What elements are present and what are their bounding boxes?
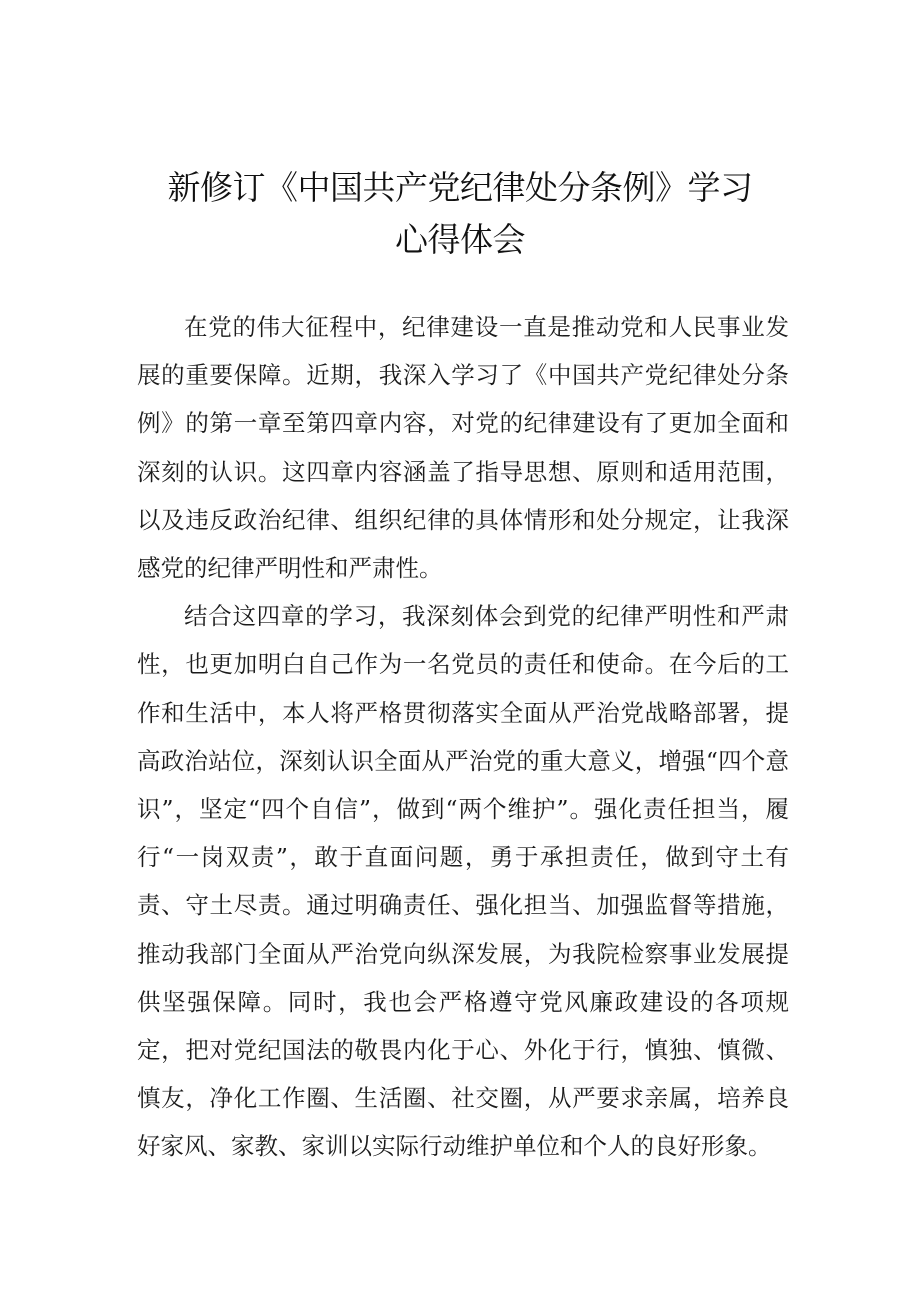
- title-line-2: 心得体会: [395, 220, 525, 259]
- document-body: [137, 303, 789, 1171]
- paragraph-2: 结合这四章的学习，我深刻体会到党的纪律严明性和严肃性，也更加明白自己作为一名党员的责任和使命。在今后的工作和生活中，本人将严格贯彻落实全面从严治党战略部署，提高政治站位，深刻认识全面从严治党的重大意义，增强“四个意识”，坚定“四个自信”，做到“两个维护”。强化责任担当，履行“一岗双责”，敢于直面问题，勇于承担责任，做到守土有责、守土尽责。通过明确责任、强化担当、加强监督等措施，推动我部门全面从严治党向纵深发展，为我院检察事业发展提供坚强保障。同时，我也会严格遵守党风廉政建设的各项规定，把对党纪国法的敬畏内化于心、外化于行，慎独、慎微、慎友，净化工作圈、生活圈、社交圈，从严要求亲属，培养良好家风、家教、家训以实际行动维护单位和个人的良好形象。: [137, 602, 789, 1161]
- paragraph-1: 在党的伟大征程中，纪律建设一直是推动党和人民事业发展的重要保障。近期，我深入学习了《中国共产党纪律处分条例》的第一章至第四章内容，对党的纪律建设有了更加全面和深刻的认识。这四章内容涵盖了指导思想、原则和适用范围，以及违反政治纪律、组织纪律的具体情形和处分规定，让我深感党的纪律严明性和严肃性。: [137, 313, 789, 583]
- title-line-1: 新修订《中国共产党纪律处分条例》学习: [167, 168, 753, 207]
- document-title: [120, 162, 800, 266]
